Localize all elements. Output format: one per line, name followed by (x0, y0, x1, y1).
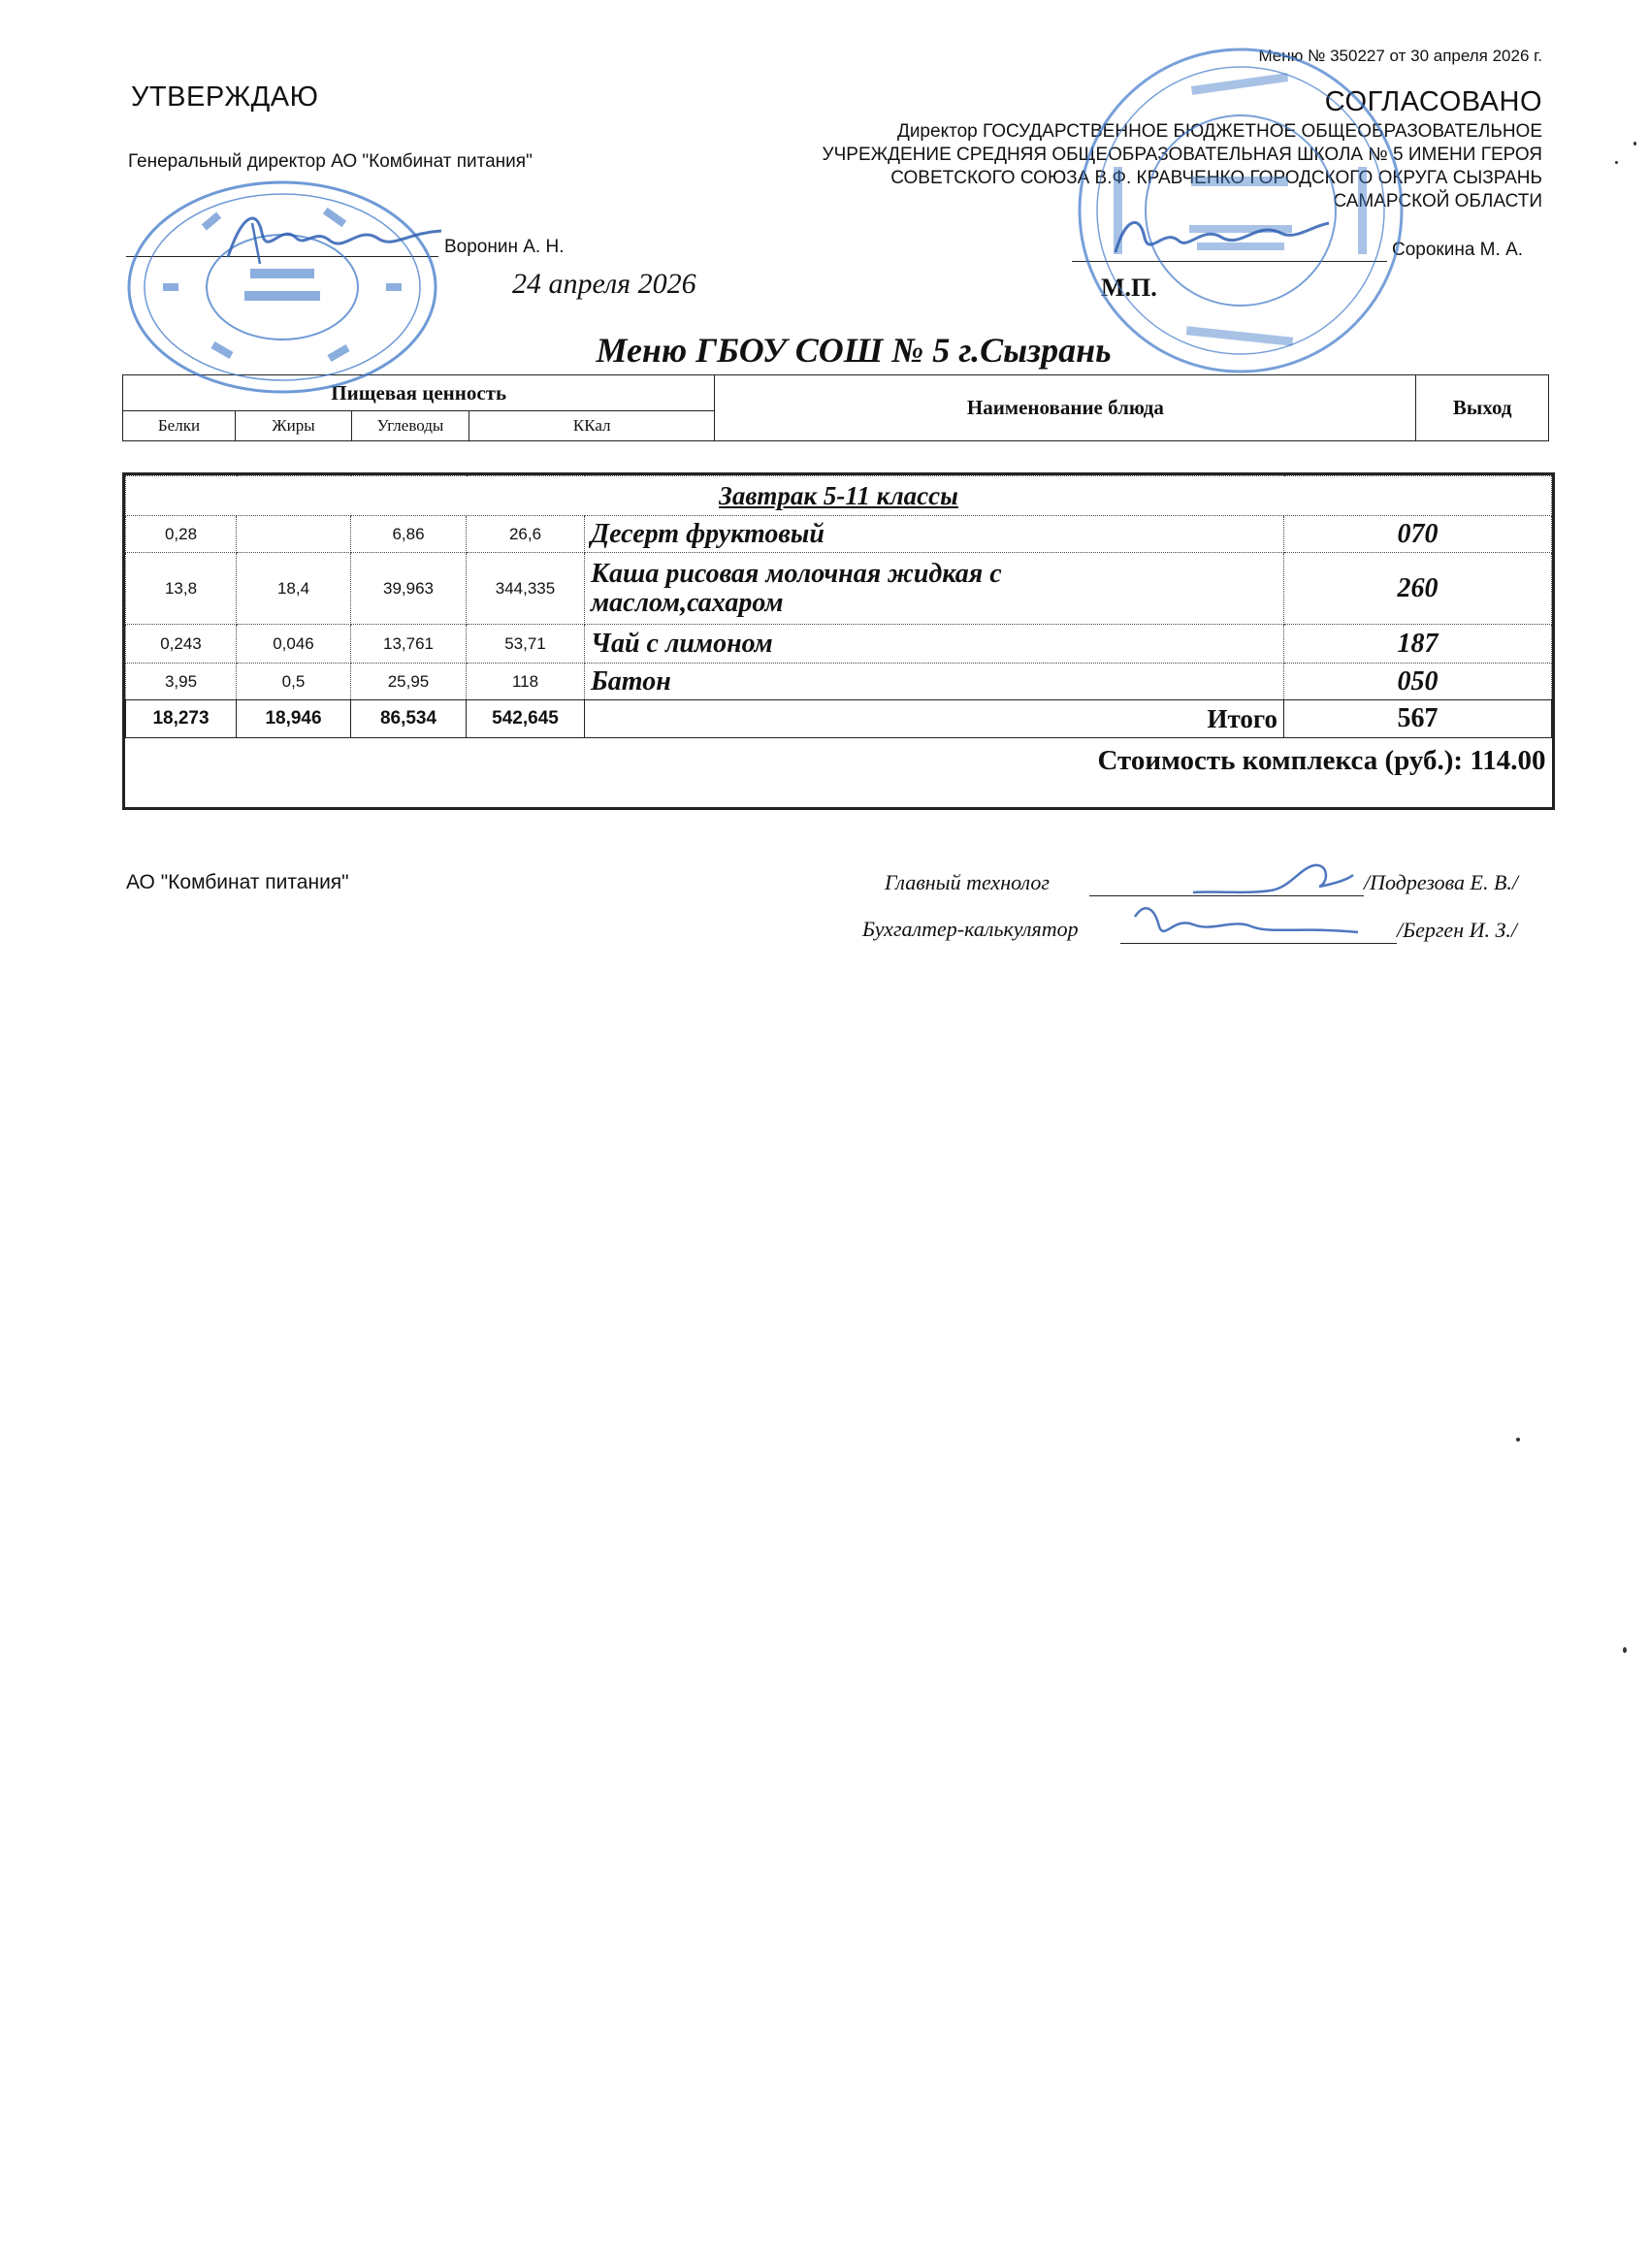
document-title: Меню ГБОУ СОШ № 5 г.Сызрань (596, 331, 1112, 370)
chief-technologist-signature-line (1089, 895, 1364, 896)
director-signature (223, 204, 446, 272)
approve-title: УТВЕРЖДАЮ (131, 81, 319, 113)
carbs-cell: 13,761 (351, 625, 467, 664)
footer-company: АО "Комбинат питания" (126, 871, 349, 893)
protein-cell: 0,28 (126, 516, 237, 553)
kcal-header: ККал (469, 411, 715, 441)
total-label: Итого (585, 700, 1284, 738)
dish-cell: Каша рисовая молочная жидкая с маслом,сахаром (585, 553, 1284, 625)
output-header: Выход (1416, 375, 1549, 441)
total-row (126, 700, 1552, 738)
agree-title: СОГЛАСОВАНО (1324, 86, 1542, 117)
menu-number: Меню № 350227 от 30 апреля 2026 г. (1258, 47, 1542, 65)
total-carbs: 86,534 (351, 700, 467, 738)
table-row (126, 516, 1552, 553)
scan-speck (1516, 1438, 1520, 1442)
scan-speck (1615, 161, 1618, 164)
fat-cell: 0,046 (237, 625, 351, 664)
agree-position-line: САМАРСКОЙ ОБЛАСТИ (1333, 191, 1542, 211)
agree-position (718, 120, 1542, 213)
seal-mark: М.П. (1101, 274, 1157, 302)
accountant-signature-line (1120, 943, 1397, 944)
kcal-cell: 53,71 (467, 625, 585, 664)
carbs-cell: 25,95 (351, 664, 467, 700)
carbs-cell: 6,86 (351, 516, 467, 553)
menu-table (125, 475, 1552, 783)
agree-name: Сорокина М. А. (1392, 240, 1524, 260)
output-cell: 187 (1284, 625, 1552, 664)
approve-signature-line (126, 256, 438, 257)
protein-cell: 13,8 (126, 553, 237, 625)
dish-cell: Батон (585, 664, 1284, 700)
kcal-cell: 344,335 (467, 553, 585, 625)
agree-position-line: Директор ГОСУДАРСТВЕННОЕ БЮДЖЕТНОЕ ОБЩЕОБРАЗОВАТЕЛЬНОЕ (896, 121, 1542, 142)
accountant-name: /Берген И. З./ (1397, 918, 1518, 942)
scan-speck (1623, 1647, 1627, 1653)
protein-cell: 0,243 (126, 625, 237, 664)
carbs-cell: 39,963 (351, 553, 467, 625)
approve-name: Воронин А. Н. (444, 237, 565, 257)
total-kcal: 542,645 (467, 700, 585, 738)
carbs-header: Углеводы (352, 411, 469, 441)
total-output: 567 (1284, 700, 1552, 738)
approve-date: 24 апреля 2026 (512, 268, 696, 300)
accountant-label: Бухгалтер-калькулятор (862, 917, 1079, 941)
total-protein: 18,273 (126, 700, 237, 738)
chief-technologist-name: /Подрезова Е. В./ (1364, 870, 1518, 894)
menu-table-header (122, 374, 1549, 441)
approve-position: Генеральный директор АО "Комбинат питания" (128, 151, 533, 172)
kcal-cell: 26,6 (467, 516, 585, 553)
chief-technologist-label: Главный технолог (885, 870, 1051, 894)
dish-header: Наименование блюда (715, 375, 1416, 441)
fat-cell: 0,5 (237, 664, 351, 700)
output-cell: 070 (1284, 516, 1552, 553)
fat-cell: 18,4 (237, 553, 351, 625)
agree-signature-line (1072, 261, 1387, 262)
agree-position-line: СОВЕТСКОГО СОЮЗА В.Ф. КРАВЧЕНКО ГОРОДСКОГО ОКРУГА СЫЗРАНЬ (890, 168, 1542, 188)
dish-cell: Чай с лимоном (585, 625, 1284, 664)
fat-header: Жиры (236, 411, 352, 441)
nutrition-header: Пищевая ценность (123, 375, 715, 411)
output-cell: 050 (1284, 664, 1552, 700)
agree-position-line: УЧРЕЖДЕНИЕ СРЕДНЯЯ ОБЩЕОБРАЗОВАТЕЛЬНАЯ ШКОЛА № 5 ИМЕНИ ГЕРОЯ (822, 145, 1542, 165)
table-row (126, 664, 1552, 700)
table-row (126, 553, 1552, 625)
complex-cost: Стоимость комплекса (руб.): 114.00 (1097, 744, 1546, 776)
scan-speck (1633, 142, 1636, 146)
output-cell: 260 (1284, 553, 1552, 625)
dish-cell: Десерт фруктовый (585, 516, 1284, 553)
total-fat: 18,946 (237, 700, 351, 738)
kcal-cell: 118 (467, 664, 585, 700)
table-row (126, 625, 1552, 664)
protein-header: Белки (123, 411, 236, 441)
fat-cell (237, 516, 351, 553)
section-title: Завтрак 5-11 классы (126, 476, 1552, 516)
protein-cell: 3,95 (126, 664, 237, 700)
